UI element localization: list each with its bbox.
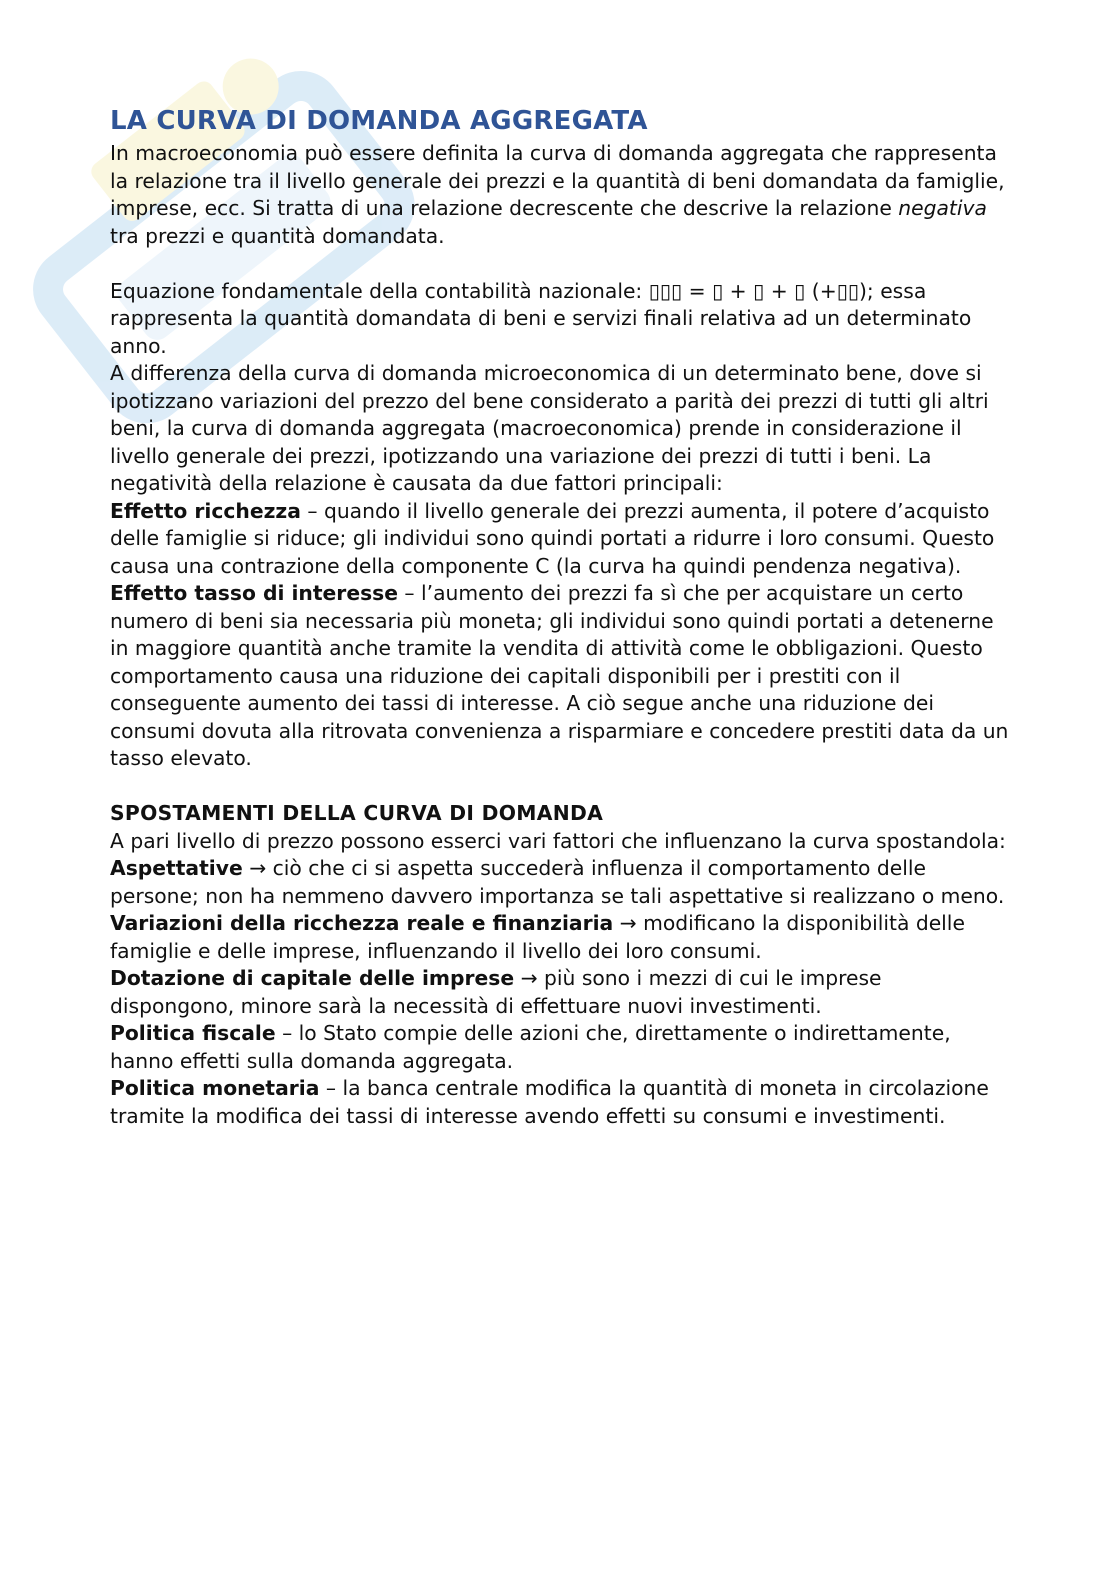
factor-text: → più sono i mezzi di cui le imprese dispongono, minore sarà la necessità di effettuare nuovi investimenti. [110, 966, 882, 1018]
intro-text-end: tra prezzi e quantità domandata. [110, 223, 445, 248]
effect-text: – quando il livello generale dei prezzi aumenta, il potere d’acquisto delle famiglie si riduce; gli individui sono quindi portati a ridurre i loro consumi. Questo causa una contrazione della componente C (la curva ha quindi pendenza negativa). [110, 498, 995, 578]
intro-emphasis: negativa [898, 196, 987, 220]
page-title: LA CURVA DI DOMANDA AGGREGATA [110, 106, 648, 136]
factor-title: Aspettative [110, 856, 243, 880]
equation-paragraph: Equazione fondamentale della contabilità nazionale: ▯▯▯ = ▯ + ▯ + ▯ (+▯▯); essa rappresenta la quantità domandata di beni e servizi finali relativa ad un determinato anno. [110, 278, 972, 358]
factor-item [110, 910, 1010, 965]
intro-text-start: In macroeconomia può essere definita la curva di domanda aggregata che rappresenta la relazione tra il livello generale dei prezzi e la quantità di beni domandata da famiglie, imprese, ecc. Si tratta di una relazione decrescente che descrive la relazione [110, 141, 1005, 220]
paragraph-gap [110, 250, 1010, 278]
effect-item [110, 580, 1010, 773]
document-page [110, 104, 1010, 1130]
factor-title: Variazioni della ricchezza reale e finanziaria [110, 911, 614, 935]
factor-item [110, 1020, 1010, 1075]
factor-item [110, 965, 1010, 1020]
factor-text: – la banca centrale modifica la quantità di moneta in circolazione tramite la modifica dei tassi di interesse avendo effetti su consumi e investimenti. [110, 1076, 989, 1128]
difference-paragraph: A differenza della curva di domanda microeconomica di un determinato bene, dove si ipotizzano variazioni del prezzo del bene considerato a parità dei prezzi di tutti gli altri beni, la curva di domanda aggregata (macroeconomica) prende in considerazione il livello generale dei prezzi, ipotizzando una variazione dei prezzi di tutti i beni. La negatività della relazione è causata da due fattori principali: [110, 361, 989, 495]
factor-item [110, 855, 1010, 910]
paragraph-gap [110, 773, 1010, 801]
effect-title: Effetto ricchezza [110, 498, 301, 523]
factor-title: Politica fiscale [110, 1021, 276, 1045]
factor-text: – lo Stato compie delle azioni che, direttamente o indirettamente, hanno effetti sulla domanda aggregata. [110, 1021, 951, 1073]
factor-item [110, 1075, 1010, 1130]
section-heading: SPOSTAMENTI DELLA CURVA DI DOMANDA [110, 801, 604, 825]
factor-title: Dotazione di capitale delle imprese [110, 966, 515, 990]
effect-title: Effetto tasso di interesse [110, 581, 398, 605]
effect-text: – l’aumento dei prezzi fa sì che per acquistare un certo numero di beni sia necessaria più moneta; gli individui sono quindi portati a detenerne in maggiore quantità anche tramite la vendita di attività come le obbligazioni. Questo comportamento causa una riduzione dei capitali disponibili per i prestiti con il conseguente aumento dei tassi di interesse. A ciò segue anche una riduzione dei consumi dovuta alla ritrovata convenienza a risparmiare e concedere prestiti data da un tasso elevato. [110, 581, 1009, 770]
intro-paragraph [110, 140, 1010, 250]
factor-text: → ciò che ci si aspetta succederà influenza il comportamento delle persone; non ha nemmeno davvero importanza se tali aspettative si realizzano o meno. [110, 856, 1005, 908]
factor-text: → modificano la disponibilità delle famiglie e delle imprese, influenzando il livello dei loro consumi. [110, 911, 965, 963]
factor-title: Politica monetaria [110, 1076, 320, 1100]
effect-item [110, 498, 1010, 581]
section-intro: A pari livello di prezzo possono esserci vari fattori che influenzano la curva spostandola: [110, 828, 1006, 853]
